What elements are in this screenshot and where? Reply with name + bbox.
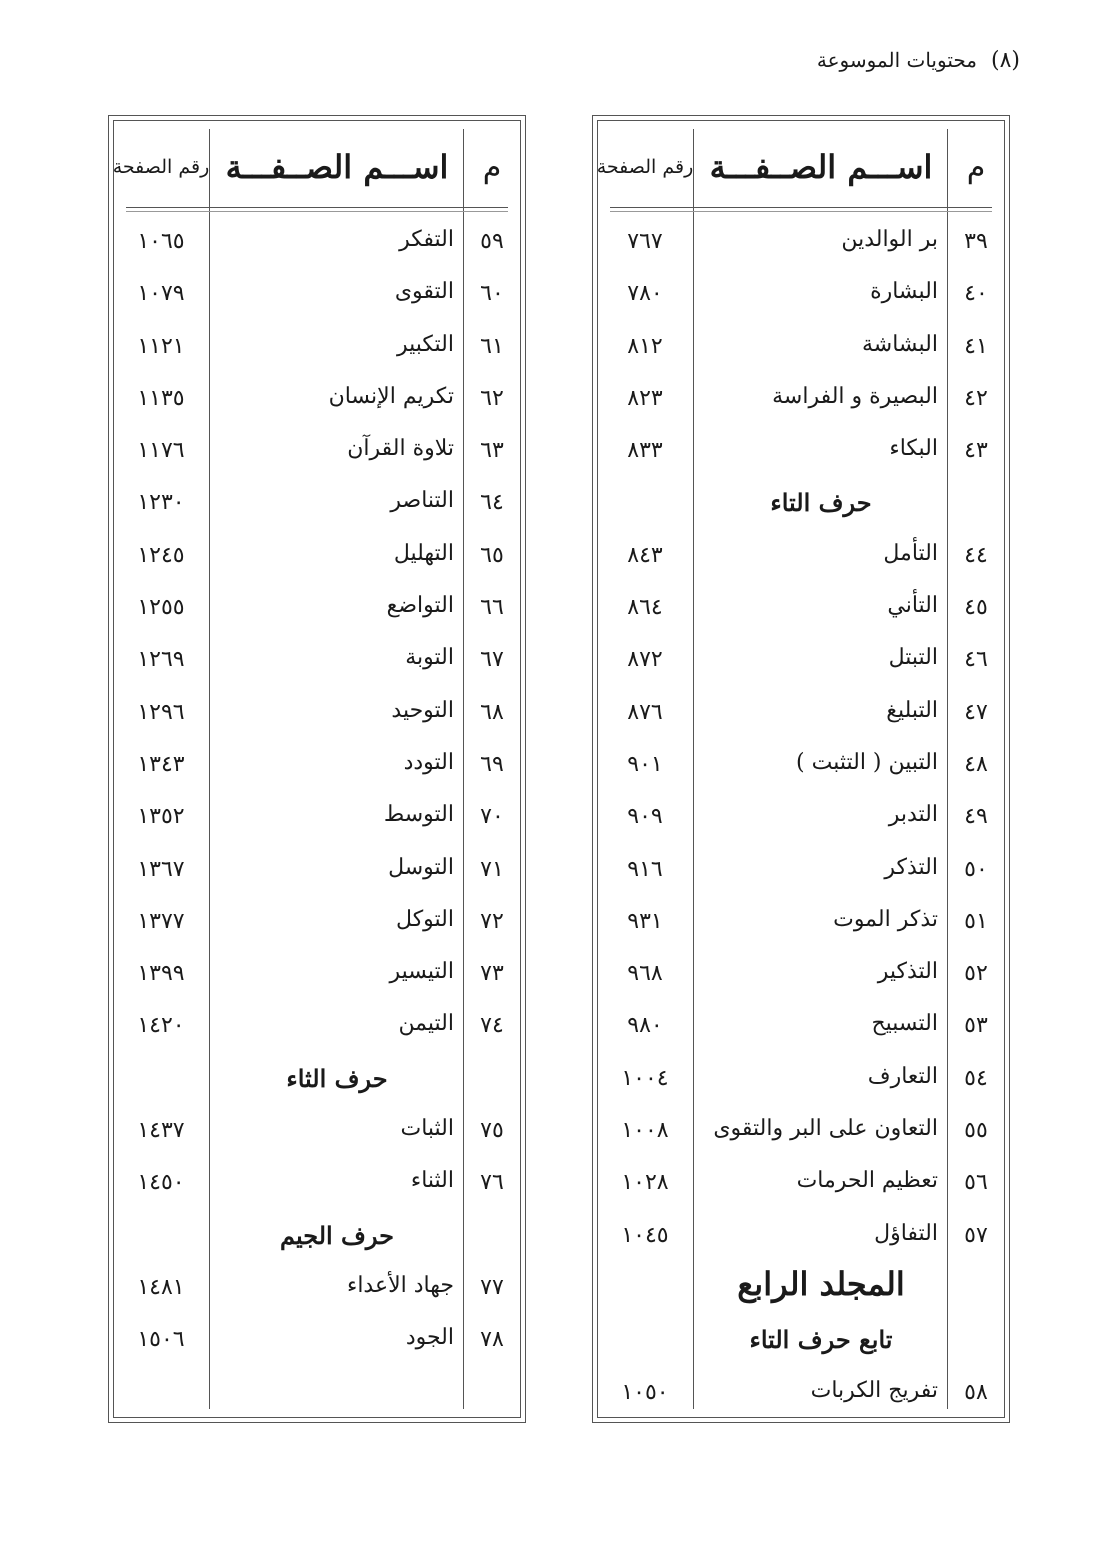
table-row	[114, 374, 520, 426]
row-page: ١٤٣٧	[137, 1118, 185, 1144]
row-page: ١٢٤٥	[137, 542, 185, 568]
row-number: ٤٦	[964, 647, 988, 673]
row-number: ٤٥	[964, 595, 988, 621]
row-title: الثناء	[410, 1168, 454, 1194]
row-number: ٧٧	[480, 1274, 504, 1300]
row-page: ٨٦٤	[627, 595, 663, 621]
row-page: ١١٧٦	[137, 438, 185, 464]
row-title: التهليل	[393, 540, 454, 566]
row-page: ٩٨٠	[627, 1013, 663, 1039]
page-title: محتويات الموسوعة	[816, 48, 977, 72]
row-page: ١٤٥٠	[137, 1170, 185, 1196]
table-rows	[598, 217, 1004, 1420]
row-title: التفكر	[399, 227, 454, 252]
row-page: ١٣٧٧	[137, 908, 185, 934]
row-title: التبتل	[888, 645, 938, 671]
row-title: البصيرة و الفراسة	[772, 383, 938, 409]
row-page: ١٢٥٥	[137, 595, 185, 621]
row-title: تابع حرف التاء	[749, 1325, 893, 1355]
column-header-page: رقم الصفحة	[112, 156, 210, 178]
row-number: ٥٥	[964, 1118, 988, 1144]
row-number: ٦٠	[480, 281, 504, 307]
table-row	[114, 635, 520, 687]
table-row	[114, 1315, 520, 1367]
row-title: التوكل	[396, 906, 454, 932]
row-page: ٩١٦	[627, 856, 663, 882]
row-title: التقوى	[394, 279, 454, 305]
row-title: التكبير	[396, 331, 454, 357]
table-row	[598, 1211, 1004, 1263]
row-title: تعظيم الحرمات	[796, 1168, 938, 1194]
row-number: ٦٧	[480, 647, 504, 673]
row-page: ٨٧٦	[627, 699, 663, 725]
page-header	[800, 40, 1020, 80]
row-page: ١٠٦٥	[137, 229, 185, 254]
row-number: ٥٣	[964, 1013, 988, 1039]
row-title: التذكير	[877, 959, 938, 985]
section-heading	[114, 1211, 520, 1263]
volume-heading	[598, 1263, 1004, 1315]
row-number: ٧١	[480, 856, 504, 882]
row-title: حرف التاء	[770, 488, 872, 518]
row-number: ٧٥	[480, 1118, 504, 1144]
row-number: ٥٠	[964, 856, 988, 882]
row-title: بر الوالدين	[841, 227, 938, 252]
row-title: تلاوة القرآن	[347, 436, 454, 462]
row-title: التبين ( التثبت )	[796, 749, 938, 775]
row-number: ٤٤	[964, 542, 988, 568]
row-title: التأمل	[883, 540, 938, 566]
row-title: التعارف	[867, 1063, 938, 1089]
row-title: تفريج الكربات	[810, 1377, 938, 1403]
row-number: ٥٢	[964, 961, 988, 987]
table-row	[114, 897, 520, 949]
row-page: ١٢٣٠	[137, 490, 185, 516]
row-number: ٤٢	[964, 385, 988, 411]
table-row	[114, 583, 520, 635]
row-page: ٨١٢	[627, 333, 663, 359]
row-number: ٧٦	[480, 1170, 504, 1196]
table-row	[598, 217, 1004, 269]
row-page: ١٠٥٠	[621, 1379, 669, 1405]
row-number: ٤٩	[964, 804, 988, 830]
row-page: ١٥٠٦	[137, 1327, 185, 1353]
row-title: التفاؤل	[874, 1220, 938, 1246]
row-title: تكريم الإنسان	[328, 383, 454, 409]
row-page: ٧٨٠	[627, 281, 663, 307]
table-row	[114, 740, 520, 792]
row-number: ٦٤	[480, 490, 504, 516]
row-number: ٧٨	[480, 1327, 504, 1353]
row-page: ١٢٦٩	[137, 647, 185, 673]
row-page: ١١٣٥	[137, 385, 185, 411]
column-header-page: رقم الصفحة	[596, 156, 694, 178]
table-row	[598, 1368, 1004, 1420]
row-page: ١٠٧٩	[137, 281, 185, 307]
table-row	[114, 1106, 520, 1158]
table-header	[114, 131, 520, 203]
row-page: ١٣٤٣	[137, 751, 185, 777]
table-row	[114, 688, 520, 740]
row-title: التوسل	[388, 854, 454, 880]
table-row	[114, 792, 520, 844]
row-page: ٩٣١	[627, 908, 663, 934]
row-number: ٥٧	[964, 1222, 988, 1248]
table-row	[114, 478, 520, 530]
section-heading	[598, 478, 1004, 530]
table-row	[598, 269, 1004, 321]
row-number: ٤٧	[964, 699, 988, 725]
page-number: (٨)	[990, 47, 1020, 73]
row-title: التوسط	[383, 802, 454, 828]
row-title: التودد	[403, 749, 454, 775]
table-row	[114, 949, 520, 1001]
table-row	[598, 531, 1004, 583]
row-title: التسبيح	[871, 1011, 938, 1037]
row-number: ٦٦	[480, 595, 504, 621]
row-title: التدبر	[888, 802, 938, 828]
row-number: ٧٤	[480, 1013, 504, 1039]
row-number: ٦٥	[480, 542, 504, 568]
table-row	[598, 949, 1004, 1001]
row-title: المجلد الرابع	[737, 1264, 905, 1303]
table-row	[114, 845, 520, 897]
row-number: ٧٣	[480, 961, 504, 987]
row-title: الجود	[405, 1325, 454, 1351]
column-header-number: م	[966, 149, 986, 185]
row-title: التوحيد	[391, 697, 454, 723]
table-row	[114, 217, 520, 269]
table-row	[114, 322, 520, 374]
table-rows	[114, 217, 520, 1368]
row-page: ١٣٩٩	[137, 961, 185, 987]
table-row	[598, 1001, 1004, 1053]
column-header-name: اســـم الصــفـــة	[225, 148, 449, 186]
row-number: ٦١	[480, 333, 504, 359]
table-row	[114, 1158, 520, 1210]
column-header-name: اســـم الصــفـــة	[709, 148, 933, 186]
row-number: ٥٨	[964, 1379, 988, 1405]
row-number: ٤١	[964, 333, 988, 359]
row-title: التوبة	[405, 645, 454, 671]
row-page: ١٣٥٢	[137, 804, 185, 830]
section-heading	[114, 1054, 520, 1106]
row-page: ١٢٩٦	[137, 699, 185, 725]
row-number: ٦٣	[480, 438, 504, 464]
row-number: ٧٢	[480, 908, 504, 934]
row-page: ٨٧٢	[627, 647, 663, 673]
row-page: ١١٢١	[137, 333, 185, 359]
row-page: ٩٠٩	[627, 804, 663, 830]
table-row	[114, 1263, 520, 1315]
table-row	[114, 426, 520, 478]
row-title: تذكر الموت	[833, 906, 938, 932]
table-row	[598, 635, 1004, 687]
row-number: ٦٩	[480, 751, 504, 777]
row-title: حرف الجيم	[280, 1220, 394, 1250]
row-title: حرف الثاء	[286, 1063, 388, 1093]
contents-table-left	[108, 115, 526, 1423]
table-row	[598, 897, 1004, 949]
row-page: ٩٠١	[627, 751, 663, 777]
table-row	[598, 322, 1004, 374]
row-number: ٦٢	[480, 385, 504, 411]
table-row	[598, 688, 1004, 740]
row-title: البشارة	[870, 279, 938, 305]
row-title: الثبات	[400, 1116, 454, 1142]
table-row	[598, 792, 1004, 844]
row-page: ٩٦٨	[627, 961, 663, 987]
table-row	[114, 1001, 520, 1053]
row-page: ١٠٠٤	[621, 1065, 669, 1091]
row-page: ١٠٢٨	[621, 1170, 669, 1196]
row-page: ١٣٦٧	[137, 856, 185, 882]
table-row	[598, 426, 1004, 478]
table-row	[114, 531, 520, 583]
table-row	[598, 374, 1004, 426]
column-header-number: م	[482, 149, 502, 185]
row-title: التبليغ	[886, 697, 938, 723]
row-title: جهاد الأعداء	[346, 1272, 454, 1298]
table-row	[598, 740, 1004, 792]
row-number: ٥٤	[964, 1065, 988, 1091]
row-number: ٦٨	[480, 699, 504, 725]
row-page: ١٤٨١	[137, 1274, 185, 1300]
row-title: التعاون على البر والتقوى	[713, 1116, 938, 1142]
table-row	[598, 1106, 1004, 1158]
table-row	[598, 1158, 1004, 1210]
row-page: ٨٤٣	[627, 542, 663, 568]
row-title: التأني	[887, 593, 938, 619]
row-number: ٥١	[964, 908, 988, 934]
row-number: ٣٩	[964, 229, 988, 254]
table-row	[114, 269, 520, 321]
row-page: ٨٢٣	[627, 385, 663, 411]
row-title: البكاء	[889, 436, 938, 462]
row-number: ٧٠	[480, 804, 504, 830]
row-number: ٥٦	[964, 1170, 988, 1196]
table-row	[598, 583, 1004, 635]
table-row	[598, 845, 1004, 897]
row-page: ٨٣٣	[627, 438, 663, 464]
row-number: ٤٨	[964, 751, 988, 777]
row-number: ٤٣	[964, 438, 988, 464]
row-title: التيسير	[389, 959, 454, 985]
row-title: التذكر	[884, 854, 938, 880]
row-title: التواضع	[386, 593, 454, 619]
row-page: ١٠٤٥	[621, 1222, 669, 1248]
row-title: البشاشة	[861, 331, 938, 357]
table-header	[598, 131, 1004, 203]
row-number: ٤٠	[964, 281, 988, 307]
contents-table-right	[592, 115, 1010, 1423]
row-title: التيمن	[398, 1011, 454, 1037]
row-page: ١٠٠٨	[621, 1118, 669, 1144]
section-heading	[598, 1315, 1004, 1367]
table-row	[598, 1054, 1004, 1106]
row-number: ٥٩	[480, 229, 504, 254]
row-page: ٧٦٧	[627, 229, 663, 254]
row-page: ١٤٢٠	[137, 1013, 185, 1039]
row-title: التناصر	[390, 488, 454, 514]
